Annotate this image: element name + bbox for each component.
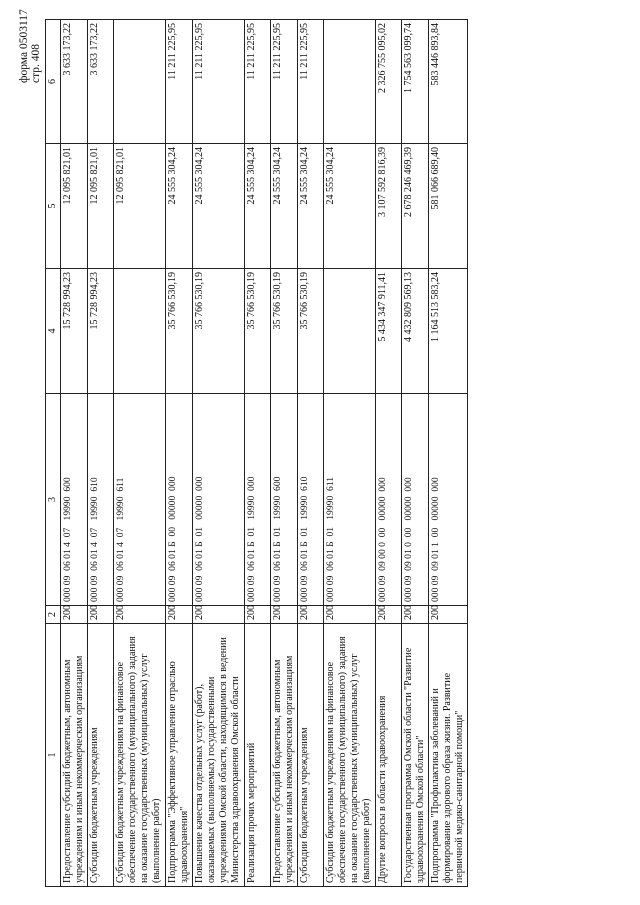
budget-code-cell: 000 09 06 01 4 07 19990 600 (61, 394, 88, 606)
row-name-cell: Реализация прочих мероприятий (245, 624, 271, 887)
unexecuted-amount-cell: 2 326 755 095,02 (376, 20, 402, 144)
unexecuted-amount-cell: 3 633 173,22 (61, 20, 88, 144)
executed-amount-cell: 12 095 821,01 (88, 144, 114, 269)
line-code-cell: 200 (271, 606, 298, 624)
approved-amount-cell: 35 766 530,19 (193, 269, 245, 394)
budget-code-cell: 000 09 06 01 4 07 19990 610 (88, 394, 114, 606)
row-name-cell: Другие вопросы в области здравоохранения (376, 624, 402, 887)
line-code-cell: 200 (166, 606, 193, 624)
table-row (271, 20, 298, 887)
row-name-cell: Субсидии бюджетным учреждениям на финансовое обеспечение государственного (муниципального) задания на оказание государственных (муниципальных) услуг (выполнение работ) (324, 624, 376, 887)
unexecuted-amount-cell: 11 211 225,95 (166, 20, 193, 144)
table-row (376, 20, 402, 887)
budget-code-cell: 000 09 06 01 4 07 19990 611 (114, 394, 166, 606)
line-code-cell: 200 (324, 606, 376, 624)
line-code-cell: 200 (88, 606, 114, 624)
line-code-cell: 200 (429, 606, 468, 624)
executed-amount-cell: 24 555 304,24 (193, 144, 245, 269)
approved-amount-cell: 35 766 530,19 (271, 269, 298, 394)
approved-amount-cell: 4 432 809 569,13 (402, 269, 429, 394)
budget-code-cell: 000 09 09 01 1 00 00000 000 (429, 394, 468, 606)
executed-amount-cell: 24 555 304,24 (166, 144, 193, 269)
line-code-cell: 200 (298, 606, 324, 624)
column-header: 1 (46, 624, 61, 887)
row-name-cell: Субсидии бюджетным учреждениям (88, 624, 114, 887)
budget-code-cell: 000 09 06 01 Б 00 00000 000 (166, 394, 193, 606)
row-name-cell: Предоставление субсидий бюджетным, автономным учреждениям и иным некоммерческим организациям (61, 624, 88, 887)
line-code-cell: 200 (376, 606, 402, 624)
approved-amount-cell: 15 728 994,23 (61, 269, 88, 394)
table-row (114, 20, 166, 887)
column-header: 3 (46, 394, 61, 606)
unexecuted-amount-cell (324, 20, 376, 144)
table-row (298, 20, 324, 887)
line-code-cell: 200 (193, 606, 245, 624)
column-header: 2 (46, 606, 61, 624)
column-header: 6 (46, 20, 61, 144)
executed-amount-cell: 12 095 821,01 (61, 144, 88, 269)
unexecuted-amount-cell: 11 211 225,95 (193, 20, 245, 144)
executed-amount-cell: 24 555 304,24 (245, 144, 271, 269)
approved-amount-cell (114, 269, 166, 394)
line-code-cell: 200 (114, 606, 166, 624)
executed-amount-cell: 24 555 304,24 (298, 144, 324, 269)
table-row (324, 20, 376, 887)
column-header: 4 (46, 269, 61, 394)
unexecuted-amount-cell: 583 446 893,84 (429, 20, 468, 144)
approved-amount-cell: 15 728 994,23 (88, 269, 114, 394)
executed-amount-cell: 24 555 304,24 (271, 144, 298, 269)
approved-amount-cell: 35 766 530,19 (245, 269, 271, 394)
row-name-cell: Субсидии бюджетным учреждениям на финансовое обеспечение государственного (муниципального) задания на оказание государственных (муниципальных) услуг (выполнение работ) (114, 624, 166, 887)
executed-amount-cell: 581 066 689,40 (429, 144, 468, 269)
line-code-cell: 200 (402, 606, 429, 624)
budget-code-cell: 000 09 06 01 Б 01 19990 611 (324, 394, 376, 606)
budget-code-cell: 000 09 09 00 0 00 00000 000 (376, 394, 402, 606)
row-name-cell: Предоставление субсидий бюджетным, автономным учреждениям и иным некоммерческим организациям (271, 624, 298, 887)
unexecuted-amount-cell (114, 20, 166, 144)
column-header: 5 (46, 144, 61, 269)
budget-code-cell: 000 09 09 01 0 00 00000 000 (402, 394, 429, 606)
executed-amount-cell: 3 107 592 816,39 (376, 144, 402, 269)
approved-amount-cell: 5 434 347 911,41 (376, 269, 402, 394)
table-row (166, 20, 193, 887)
approved-amount-cell: 35 766 530,19 (166, 269, 193, 394)
budget-code-cell: 000 09 06 01 Б 01 19990 600 (271, 394, 298, 606)
approved-amount-cell: 1 164 513 583,24 (429, 269, 468, 394)
row-name-cell: Государственная программа Омской области "Развитие здравоохранения Омской области" (402, 624, 429, 887)
table-row (245, 20, 271, 887)
table-row (88, 20, 114, 887)
budget-code-cell: 000 09 06 01 Б 01 19990 610 (298, 394, 324, 606)
unexecuted-amount-cell: 1 754 563 099,74 (402, 20, 429, 144)
row-name-cell: Подпрограмма "Эффективное управление отраслью здравоохранения" (166, 624, 193, 887)
table-row (193, 20, 245, 887)
budget-code-cell: 000 09 06 01 Б 01 19990 000 (245, 394, 271, 606)
row-name-cell: Субсидии бюджетным учреждениям (298, 624, 324, 887)
table-row (429, 20, 468, 887)
row-name-cell: Подпрограмма "Профилактика заболеваний и формирование здорового образа жизни. Развитие первичной медико-санитарной помощи" (429, 624, 468, 887)
executed-amount-cell: 24 555 304,24 (324, 144, 376, 269)
table-row (61, 20, 88, 887)
unexecuted-amount-cell: 11 211 225,95 (298, 20, 324, 144)
line-code-cell: 200 (61, 606, 88, 624)
row-name-cell: Повышение качества отдельных услуг (работ), оказываемых (выполняемых) государственными учреждениями Омской области, находящимися в ведении Министерства здравоохранения Омской области (193, 624, 245, 887)
line-code-cell: 200 (245, 606, 271, 624)
column-header-row (46, 20, 61, 887)
unexecuted-amount-cell: 11 211 225,95 (271, 20, 298, 144)
executed-amount-cell: 12 095 821,01 (114, 144, 166, 269)
form-label: форма 0503117 стр. 408 (18, 9, 42, 83)
unexecuted-amount-cell: 11 211 225,95 (245, 20, 271, 144)
budget-code-cell: 000 09 06 01 Б 01 00000 000 (193, 394, 245, 606)
unexecuted-amount-cell: 3 633 173,22 (88, 20, 114, 144)
executed-amount-cell: 2 678 246 469,39 (402, 144, 429, 269)
table-row (402, 20, 429, 887)
report-table (45, 19, 468, 887)
approved-amount-cell (324, 269, 376, 394)
approved-amount-cell: 35 766 530,19 (298, 269, 324, 394)
